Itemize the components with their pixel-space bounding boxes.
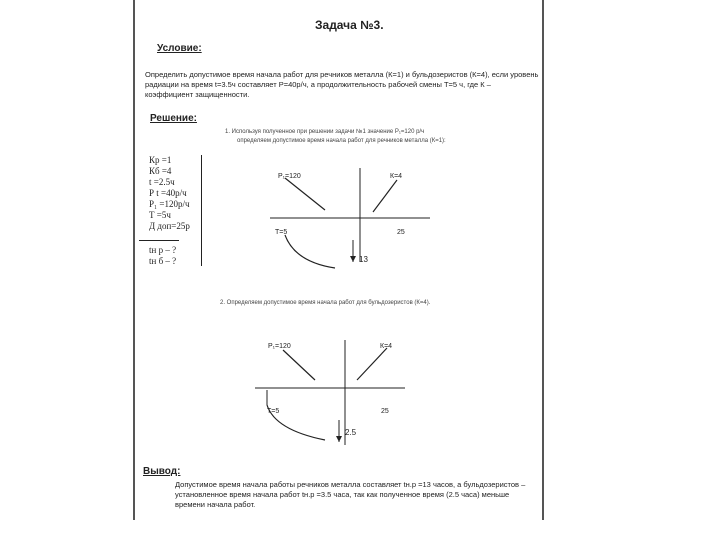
nomo1-p-label: Р₁=120 [278, 173, 301, 180]
given-line: Т =5ч [149, 210, 171, 220]
nomo1-result-label: 13 [359, 255, 368, 264]
solution-heading: Решение: [150, 113, 197, 124]
given-line: Р t =40р/ч [149, 188, 187, 198]
step2-text: 2. Определяем допустимое время начала работ для бульдозеристов (К=4). [220, 300, 431, 306]
nomo2-k-line [357, 348, 387, 380]
step1-line1: 1. Используя полученное при решении задачи №1 значение Р₁=120 р/ч [225, 129, 425, 135]
nomo2-t-label: Т=5 [267, 408, 280, 415]
unknown-line: tн р – ? [149, 245, 177, 255]
given-line: Д доп=25р [149, 221, 190, 231]
nomo2-p-label: Р₁=120 [268, 343, 291, 350]
nomo1-p-line [285, 178, 325, 210]
nomo2-k-label: К=4 [380, 343, 393, 350]
nomo1-k-line [373, 180, 397, 212]
nomo2-d-label: 25 [381, 408, 389, 415]
nomo2-p-line [283, 350, 315, 380]
nomo1-d-label: 25 [397, 229, 405, 236]
nomo1-arrow [350, 256, 356, 262]
nomogram-1 [135, 0, 542, 520]
unknown-line: tн б – ? [149, 256, 177, 266]
given-line: Кб =4 [149, 166, 172, 176]
nomo1-t-label: Т=5 [275, 229, 288, 236]
given-line: Кр =1 [149, 155, 172, 165]
condition-text: Определить допустимое время начала работ для речников металла (К=1) и бульдозеристов (К=4), если уровень радиации на время t=3.5ч составляет Р=40р/ч, а продолжительность рабочей смены Т=5 ч, где К – коэффициент защищенности. [145, 70, 539, 99]
answer-heading: Вывод: [143, 466, 181, 477]
condition-heading: Условие: [157, 43, 202, 54]
answer-text: Допустимое время начала работы речников металла составляет tн.р =13 часов, а бульдозеристов – установленное время начала работ tн.р =3.5 часа, так как полученное время (2.5 часа) меньше времени начала работ. [175, 480, 526, 509]
nomo1-k-label: К=4 [390, 173, 403, 180]
task-title: Задача №3. [315, 18, 384, 32]
nomo1-t-curve [285, 235, 335, 268]
document-page [133, 0, 544, 520]
nomo2-arrow [336, 436, 342, 442]
given-line: Р₁ =120р/ч [149, 199, 190, 209]
step1-line2: определяем допустимое время начала работ для речников металла (К=1): [237, 138, 446, 144]
nomo2-result-label: 2.5 [345, 428, 357, 437]
given-line: t =2.5ч [149, 177, 175, 187]
